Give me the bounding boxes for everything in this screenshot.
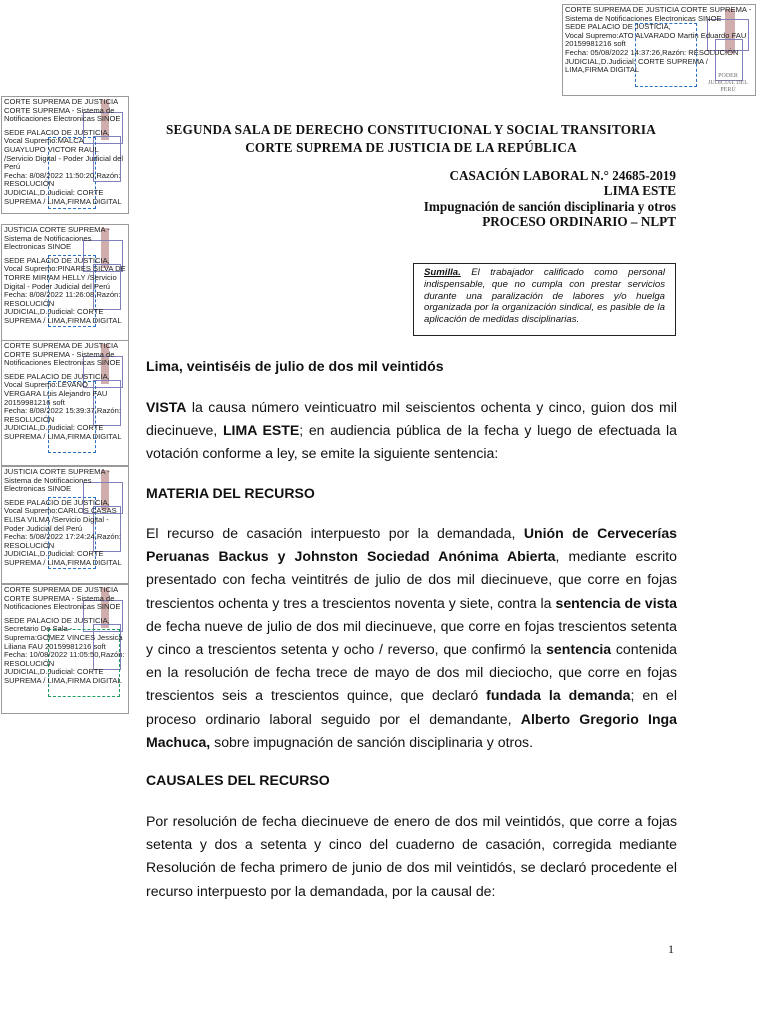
seal-text: PODER JUDICIAL DEL PERÚ [708, 73, 748, 93]
case-number: CASACIÓN LABORAL N.° 24685-2019 [449, 168, 676, 183]
sumilla-text: El trabajador calificado como personal indispensable, que no cumpla con prestar servicios durante una paralización de labores y/o huelga organizada por la organización sindical, es pasible de la aplicación de medidas disciplinarias. [424, 267, 665, 326]
case-subject: Impugnación de sanción disciplinaria y otros [423, 198, 676, 214]
signature-block-left-5 [1, 584, 129, 714]
signature-line: CORTE SUPREMA DE JUSTICIA CORTE SUPREMA - Sistema de Notificaciones Electronicas SINOE [4, 341, 121, 368]
signature-line: JUSTICIA CORTE SUPREMA - Sistema de Notificaciones Electronicas SINOE [4, 467, 110, 494]
signature-line: Vocal Supremo:CARLOS CASAS ELISA VILMA /Servicio Digital - Poder Judicial del Perú [4, 506, 117, 533]
signature-line: Vocal Supremo:LEVANO VERGARA Luis Alejandro FAU 20159981216 soft [4, 380, 108, 407]
signature-block-top [562, 4, 756, 96]
case-info [276, 168, 676, 230]
signature-line: JUSTICIA CORTE SUPREMA - Sistema de Notificaciones Electronicas SINOE [4, 225, 110, 252]
vista-paragraph: VISTA la causa número veinticuatro mil seiscientos ochenta y cinco, guion dos mil diecinueve, LIMA ESTE; en audiencia pública de la fecha y luego de efectuada la votación conforme a ley, se emite la siguiente sentencia: [146, 399, 677, 462]
signature-line: SEDE PALACIO DE JUSTICIA, [4, 255, 110, 265]
signature-line: Fecha: 8/08/2022 11:50:20,Razón: RESOLUCIÓN JUDICIAL,D.Judicial: CORTE SUPREMA / LIMA,FIRMA DIGITAL [4, 170, 122, 206]
materia-paragraph: El recurso de casación interpuesto por la demandada, Unión de Cervecerías Peruanas Backus y Johnston Sociedad Anónima Abierta, mediante escrito presentado con fecha veintitrés de julio de dos mil diecinueve, que corre en fojas trescientos ochenta y tres a trescientos noventa y siete, contra la sentencia de vista de fecha nueve de julio de dos mil diecinueve, que corre en fojas trescientos setenta y cinco a trescientos setenta y ocho / reverso, que confirmó la sentencia contenida en la resolución de fecha trece de mayo de dos mil dieciocho, que corre en fojas trescientos seis a trescientos quince, que declaró fundada la demanda; en el proceso ordinario laboral seguido por el demandante, Alberto Gregorio Inga Machuca, sobre impugnación de sanción disciplinaria y otros. [146, 525, 678, 750]
case-place: LIMA ESTE [603, 183, 676, 199]
signature-block-left-1 [1, 96, 129, 214]
signature-block-left-2 [1, 224, 129, 342]
signature-line: SEDE PALACIO DE JUSTICIA, [4, 371, 110, 381]
signature-line: Vocal Supremo:MALCA GUAYLUPO VICTOR RAUL /Servicio Digital - Poder Judicial del Perú [4, 136, 124, 172]
causales-paragraph: Por resolución de fecha diecinueve de enero de dos mil veintidós, que corre a fojas setenta y dos a setenta y cinco del cuaderno de casación, corregida mediante Resolución de fecha primero de junio de dos mil veintidós, se declaró procedente el recurso interpuesto por la demandada, por la causal de: [146, 813, 677, 899]
date-line: Lima, veintiséis de julio de dos mil veintidós [146, 358, 444, 374]
signature-line: CORTE SUPREMA DE JUSTICIA CORTE SUPREMA - Sistema de Notificaciones Electronicas SINOE [4, 97, 121, 124]
court-header-line-2: CORTE SUPREMA DE JUSTICIA DE LA REPÚBLICA [245, 140, 577, 155]
signature-line: Vocal Supremo:PINARES SILVA DE TORRE MIRIAM HELLY /Servicio Digital - Poder Judicial del Perú [4, 264, 126, 291]
section-title-materia: MATERIA DEL RECURSO [146, 485, 315, 501]
signature-block-left-3 [1, 340, 129, 466]
signature-line: Secretario De Sala - Suprema:GOMEZ VINCES Jessica Liliana FAU 20159981216 soft [4, 624, 123, 651]
sumilla-label: Sumilla. [424, 267, 461, 278]
signature-block-left-4 [1, 466, 129, 584]
signature-line: Fecha: 10/08/2022 11:05:50,Razón: RESOLUCIÓN JUDICIAL,D.Judicial: CORTE SUPREMA / LIMA,FIRMA DIGITAL [4, 650, 125, 685]
court-header-line-1: SEGUNDA SALA DE DERECHO CONSTITUCIONAL Y SOCIAL TRANSITORIA [166, 122, 656, 137]
signature-line: SEDE PALACIO DE JUSTICIA, [4, 615, 110, 625]
signature-line: Fecha: 8/08/2022 11:26:08,Razón: RESOLUCIÓN JUDICIAL,D.Judicial: CORTE SUPREMA / LIMA,FIRMA DIGITAL [4, 290, 122, 325]
signature-line: SEDE PALACIO DE JUSTICIA, [4, 127, 110, 137]
sumilla-box [413, 263, 676, 336]
page-number: 1 [668, 942, 674, 956]
case-process: PROCESO ORDINARIO – NLPT [482, 214, 676, 230]
signature-line: Fecha: 8/08/2022 15:39:37,Razón: RESOLUCIÓN JUDICIAL,D.Judicial: CORTE SUPREMA / LIMA,FIRMA DIGITAL [4, 406, 122, 441]
signature-line: Vocal Supremo:ATO ALVARADO Martin Eduardo FAU 20159981216 soft [565, 30, 747, 49]
signature-line: SEDE PALACIO DE JUSTICIA, [4, 497, 110, 507]
signature-line: SEDE PALACIO DE JUSTICIA, [565, 22, 671, 32]
signature-line: Fecha: 5/08/2022 17:24:24,Razón: RESOLUCIÓN JUDICIAL,D.Judicial: CORTE SUPREMA / LIMA,FIRMA DIGITAL [4, 532, 122, 567]
signature-line: CORTE SUPREMA DE JUSTICIA CORTE SUPREMA - Sistema de Notificaciones Electronicas SINOE [4, 585, 121, 612]
signature-line: CORTE SUPREMA DE JUSTICIA CORTE SUPREMA - Sistema de Notificaciones Electronicas SINOE [565, 5, 752, 23]
signature-line: Fecha: 05/08/2022 14:37:26,Razón: RESOLUCIÓN JUDICIAL,D.Judicial: CORTE SUPREMA / LIMA,FIRMA DIGITAL [565, 47, 739, 75]
section-title-causales: CAUSALES DEL RECURSO [146, 772, 330, 788]
